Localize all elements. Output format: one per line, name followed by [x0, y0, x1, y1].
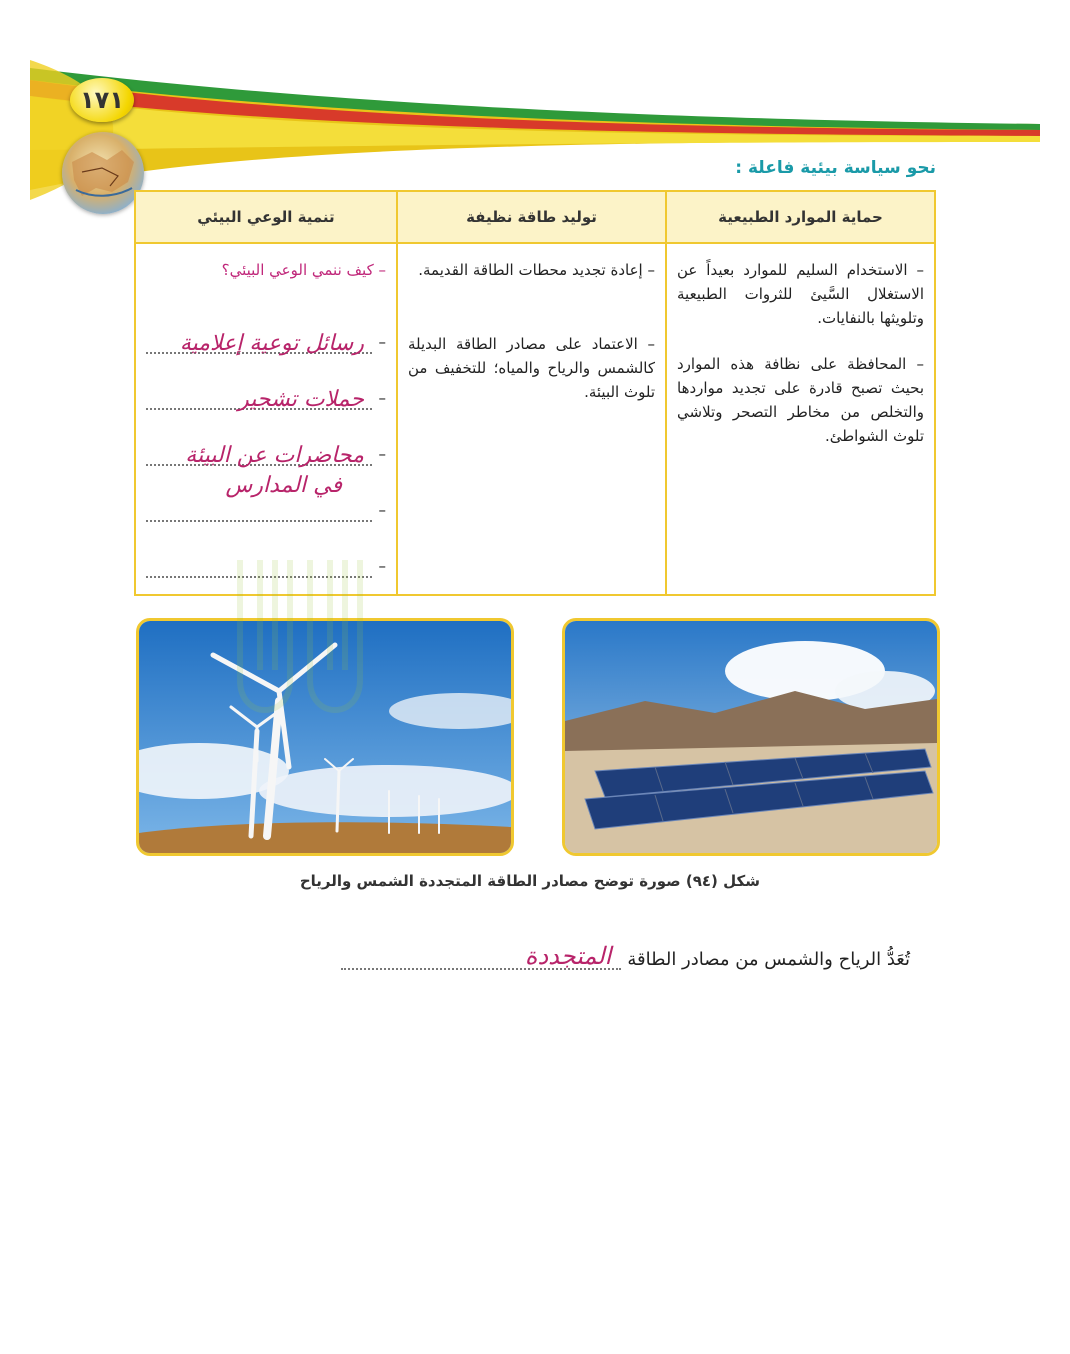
answer-field-3[interactable]	[146, 438, 372, 498]
answer-field-4[interactable]	[146, 494, 372, 522]
header-awareness: تنمية الوعي البيئي	[135, 191, 397, 243]
page-banner	[0, 0, 1070, 220]
globe-map-icon	[62, 132, 144, 214]
handwritten-answer-1: رسائل توعية إعلامية	[179, 331, 364, 356]
answer-line-3[interactable]	[146, 410, 386, 498]
awareness-question: – كيف ننمي الوعي البيئي؟	[221, 261, 386, 279]
header-clean-energy: توليد طاقة نظيفة	[397, 191, 666, 243]
resources-point-2: – المحافظة على نظافة هذه الموارد بحيث تصبح قادرة على تجديد مواردها والتخلص من مخاطر التصحر وتلاشي تلوث الشواطئ.	[677, 355, 924, 445]
policy-table	[134, 190, 936, 596]
answer-line-1[interactable]	[146, 298, 386, 354]
figure-caption: شكل (٩٤) صورة توضح مصادر الطاقة المتجددة الشمس والرياح	[299, 872, 760, 890]
handwritten-answer-3: محاضرات عن البيئة	[185, 443, 364, 468]
section-title: نحو سياسة بيئية فاعلة :	[735, 158, 936, 178]
handwritten-answer-3-extra: في المدارس	[225, 473, 342, 498]
handwritten-answer-2: حملات تشجير	[238, 387, 364, 412]
line-dash: –	[378, 445, 386, 463]
cell-awareness	[135, 243, 397, 595]
resources-point-1: – الاستخدام السليم للموارد بعيداً عن الاستغلال السَّيئ للثروات الطبيعية وتلويثها بالنفايات.	[677, 261, 924, 327]
answer-field-2[interactable]	[146, 382, 372, 410]
header-natural-resources: حماية الموارد الطبيعية	[666, 191, 935, 243]
line-dash: –	[378, 333, 386, 351]
wind-turbines-photo	[136, 618, 514, 856]
line-dash: –	[378, 389, 386, 407]
page-number: ١٧١	[70, 78, 134, 122]
cell-natural-resources	[666, 243, 935, 595]
answer-line-2[interactable]	[146, 354, 386, 410]
line-dash: –	[378, 557, 386, 575]
statement-text: تُعَدُّ الرياح والشمس من مصادر الطاقة	[627, 949, 910, 970]
answer-line-5[interactable]	[146, 522, 386, 578]
line-dash: –	[378, 501, 386, 519]
statement-handwritten-answer: المتجددة	[524, 942, 612, 970]
answer-line-4[interactable]	[146, 466, 386, 522]
fill-in-statement	[341, 942, 910, 970]
energy-point-1: – إعادة تجديد محطات الطاقة القديمة.	[418, 261, 655, 279]
cell-clean-energy	[397, 243, 666, 595]
solar-panels-photo	[562, 618, 940, 856]
statement-answer-field[interactable]	[341, 942, 621, 970]
energy-point-2: – الاعتماد على مصادر الطاقة البديلة كالشمس والرياح والمياه؛ للتخفيف من تلوث البيئة.	[408, 335, 655, 401]
answer-field-1[interactable]	[146, 326, 372, 354]
answer-field-5[interactable]	[146, 550, 372, 578]
